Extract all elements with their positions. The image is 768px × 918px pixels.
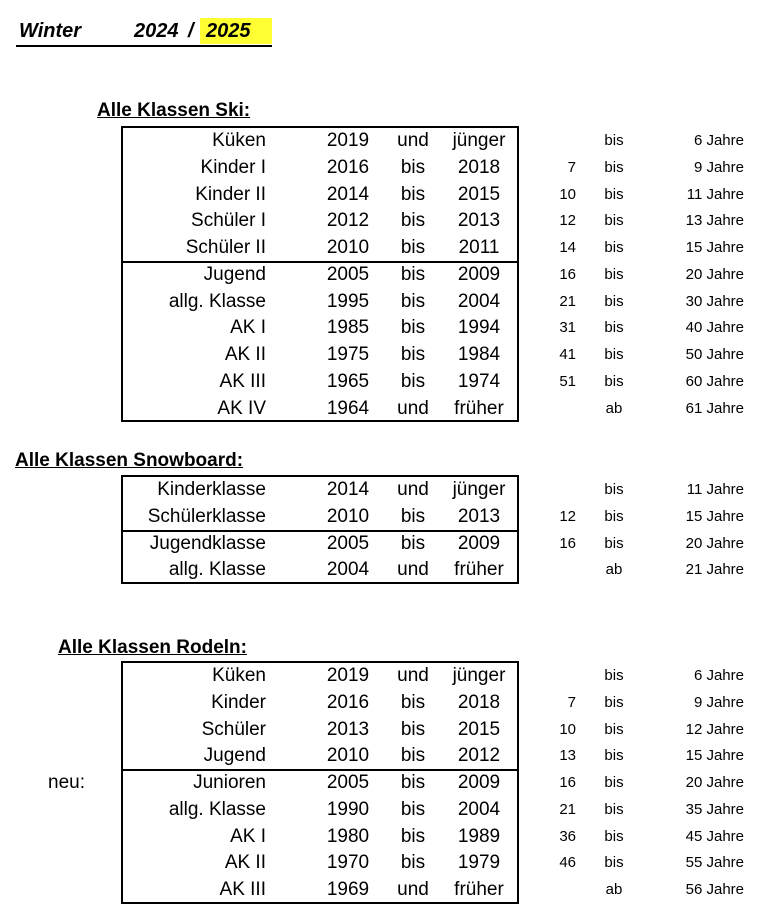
range-word: bis bbox=[400, 183, 426, 205]
class-name: Kinder bbox=[211, 691, 266, 713]
age-to: 6 Jahre bbox=[693, 667, 744, 684]
birth-year-from: 2014 bbox=[326, 183, 370, 205]
age-to: 12 Jahre bbox=[685, 720, 744, 738]
birth-year-from: 1969 bbox=[326, 879, 370, 900]
table-row bbox=[0, 530, 768, 557]
table-row bbox=[0, 769, 768, 796]
table-row bbox=[0, 127, 768, 154]
age-relation: bis bbox=[604, 774, 624, 791]
birth-year-to: 2015 bbox=[457, 718, 501, 740]
birth-year-to: 2011 bbox=[458, 237, 500, 258]
age-to: 9 Jahre bbox=[693, 693, 744, 711]
section-title-ski: Alle Klassen Ski: bbox=[97, 100, 251, 121]
birth-year-to: 2012 bbox=[457, 745, 501, 767]
class-name: Kinder I bbox=[200, 156, 266, 178]
birth-year-from: 1975 bbox=[326, 344, 370, 365]
season-header bbox=[16, 18, 272, 46]
age-relation: bis bbox=[604, 507, 624, 525]
range-word: und bbox=[397, 397, 429, 419]
birth-year-from: 2012 bbox=[326, 210, 370, 232]
age-to: 56 Jahre bbox=[685, 881, 744, 898]
birth-year-to: 2009 bbox=[457, 532, 501, 554]
age-from: 41 bbox=[559, 346, 576, 363]
age-relation: ab bbox=[605, 561, 623, 579]
range-word: und bbox=[397, 665, 429, 686]
age-to: 20 Jahre bbox=[685, 774, 744, 791]
class-name: allg. Klasse bbox=[168, 290, 266, 312]
table-row bbox=[0, 662, 768, 689]
class-name: allg. Klasse bbox=[168, 559, 266, 581]
table-row bbox=[0, 849, 768, 876]
birth-year-from: 1995 bbox=[326, 290, 370, 312]
age-from: 10 bbox=[559, 185, 576, 203]
table-row bbox=[0, 181, 768, 208]
age-from: 13 bbox=[559, 747, 576, 765]
new-class-note: neu: bbox=[48, 772, 85, 793]
table-row bbox=[0, 742, 768, 769]
range-word: bis bbox=[400, 263, 426, 285]
age-relation: bis bbox=[604, 720, 624, 738]
age-relation: bis bbox=[604, 800, 624, 818]
birth-year-from: 2019 bbox=[326, 130, 370, 151]
range-word: bis bbox=[400, 317, 426, 339]
age-from: 46 bbox=[559, 854, 576, 872]
range-word: und bbox=[397, 559, 429, 581]
header-underline bbox=[16, 45, 272, 47]
birth-year-from: 2010 bbox=[326, 745, 370, 767]
age-to: 15 Jahre bbox=[685, 747, 744, 765]
birth-year-from: 1964 bbox=[326, 397, 370, 419]
age-relation: bis bbox=[604, 693, 624, 711]
birth-year-to: 2004 bbox=[457, 798, 501, 820]
class-name: AK II bbox=[224, 344, 266, 365]
range-word: bis bbox=[400, 772, 426, 793]
age-from: 14 bbox=[559, 239, 576, 256]
birth-year-to: 1974 bbox=[457, 370, 501, 392]
birth-year-to: früher bbox=[454, 397, 504, 419]
birth-year-from: 1990 bbox=[326, 798, 370, 820]
range-word: bis bbox=[400, 532, 426, 554]
age-relation: bis bbox=[604, 667, 624, 684]
class-name: Kinderklasse bbox=[157, 479, 266, 500]
birth-year-from: 1980 bbox=[326, 825, 370, 847]
age-from: 21 bbox=[559, 292, 576, 310]
age-relation: bis bbox=[604, 239, 624, 256]
class-name: Jugend bbox=[203, 745, 266, 767]
age-relation: bis bbox=[604, 319, 624, 337]
age-relation: bis bbox=[604, 158, 624, 176]
table-row bbox=[0, 368, 768, 395]
age-from: 51 bbox=[559, 372, 576, 390]
range-word: bis bbox=[400, 798, 426, 820]
age-from: 12 bbox=[559, 212, 576, 230]
table-row bbox=[0, 503, 768, 530]
table-row bbox=[0, 288, 768, 315]
age-to: 40 Jahre bbox=[685, 319, 744, 337]
range-word: bis bbox=[400, 825, 426, 847]
table-row bbox=[0, 154, 768, 181]
birth-year-to: 2015 bbox=[457, 183, 501, 205]
range-word: und bbox=[397, 879, 429, 900]
age-relation: bis bbox=[604, 346, 624, 363]
birth-year-from: 2016 bbox=[326, 156, 370, 178]
age-relation: bis bbox=[604, 534, 624, 552]
class-name: AK III bbox=[219, 370, 266, 392]
class-name: AK III bbox=[219, 879, 266, 900]
birth-year-from: 2019 bbox=[326, 665, 370, 686]
table-row bbox=[0, 796, 768, 823]
birth-year-to: 1979 bbox=[457, 852, 501, 874]
table-row bbox=[0, 341, 768, 368]
range-word: bis bbox=[400, 691, 426, 713]
class-name: AK I bbox=[230, 825, 266, 847]
age-to: 11 Jahre bbox=[686, 481, 744, 498]
age-to: 9 Jahre bbox=[693, 158, 744, 176]
birth-year-to: jünger bbox=[452, 665, 506, 686]
season-label: Winter bbox=[19, 20, 82, 42]
birth-year-from: 1985 bbox=[326, 317, 370, 339]
birth-year-to: 2018 bbox=[457, 691, 501, 713]
class-name: Schülerklasse bbox=[147, 505, 266, 527]
age-to: 55 Jahre bbox=[685, 854, 744, 872]
birth-year-to: 2009 bbox=[457, 263, 501, 285]
birth-year-from: 2014 bbox=[326, 479, 370, 500]
birth-year-to: 2004 bbox=[457, 290, 501, 312]
age-to: 11 Jahre bbox=[686, 185, 744, 203]
birth-year-to: jünger bbox=[452, 479, 506, 500]
birth-year-from: 2010 bbox=[326, 237, 370, 258]
age-relation: bis bbox=[604, 185, 624, 203]
age-from: 7 bbox=[567, 693, 576, 711]
range-word: bis bbox=[400, 344, 426, 365]
age-relation: ab bbox=[605, 399, 623, 417]
birth-year-to: früher bbox=[454, 559, 504, 581]
age-from: 36 bbox=[559, 827, 576, 845]
age-relation: bis bbox=[604, 481, 624, 498]
range-word: und bbox=[397, 479, 429, 500]
age-from: 16 bbox=[559, 265, 576, 283]
birth-year-from: 2004 bbox=[326, 559, 370, 581]
table-row bbox=[0, 476, 768, 503]
age-relation: bis bbox=[604, 265, 624, 283]
birth-year-to: 1984 bbox=[457, 344, 501, 365]
birth-year-to: früher bbox=[454, 879, 504, 900]
birth-year-to: 2009 bbox=[457, 772, 501, 793]
range-word: bis bbox=[400, 370, 426, 392]
age-to: 20 Jahre bbox=[685, 265, 744, 283]
range-word: bis bbox=[400, 237, 426, 258]
age-to: 6 Jahre bbox=[693, 132, 744, 149]
age-to: 15 Jahre bbox=[685, 507, 744, 525]
range-word: und bbox=[397, 130, 429, 151]
table-row bbox=[0, 716, 768, 743]
birth-year-to: 1989 bbox=[457, 825, 501, 847]
range-word: bis bbox=[400, 718, 426, 740]
birth-year-to: jünger bbox=[452, 130, 506, 151]
birth-year-from: 1970 bbox=[326, 852, 370, 874]
table-row bbox=[0, 207, 768, 234]
age-to: 45 Jahre bbox=[685, 827, 744, 845]
class-name: AK II bbox=[224, 852, 266, 874]
range-word: bis bbox=[400, 852, 426, 874]
age-to: 15 Jahre bbox=[685, 239, 744, 256]
class-name: Schüler bbox=[201, 718, 266, 740]
age-relation: bis bbox=[604, 132, 624, 149]
range-word: bis bbox=[400, 505, 426, 527]
table-row bbox=[0, 823, 768, 850]
age-to: 21 Jahre bbox=[685, 561, 744, 579]
section-title-snowboard: Alle Klassen Snowboard: bbox=[15, 450, 244, 471]
season-slash: / bbox=[188, 20, 194, 42]
age-from: 16 bbox=[559, 534, 576, 552]
class-name: Küken bbox=[212, 665, 266, 686]
birth-year-from: 2013 bbox=[326, 718, 370, 740]
class-name: AK I bbox=[230, 317, 266, 339]
age-to: 60 Jahre bbox=[685, 372, 744, 390]
age-to: 30 Jahre bbox=[685, 292, 744, 310]
age-relation: bis bbox=[604, 827, 624, 845]
season-year-end-highlighted: 2025 bbox=[200, 18, 272, 44]
class-name: Jugendklasse bbox=[149, 532, 266, 554]
birth-year-to: 2018 bbox=[457, 156, 501, 178]
age-from: 21 bbox=[559, 800, 576, 818]
table-row bbox=[0, 261, 768, 288]
range-word: bis bbox=[400, 745, 426, 767]
class-name: Küken bbox=[212, 130, 266, 151]
range-word: bis bbox=[400, 290, 426, 312]
class-name: Kinder II bbox=[195, 183, 266, 205]
birth-year-to: 1994 bbox=[457, 317, 501, 339]
age-from: 7 bbox=[567, 158, 576, 176]
table-row bbox=[0, 876, 768, 903]
age-to: 50 Jahre bbox=[685, 346, 744, 363]
class-name: AK IV bbox=[217, 397, 266, 419]
table-row bbox=[0, 234, 768, 261]
age-from: 16 bbox=[559, 774, 576, 791]
age-to: 35 Jahre bbox=[685, 800, 744, 818]
birth-year-from: 2005 bbox=[326, 772, 370, 793]
range-word: bis bbox=[400, 156, 426, 178]
age-relation: bis bbox=[604, 212, 624, 230]
age-relation: bis bbox=[604, 854, 624, 872]
age-relation: bis bbox=[604, 292, 624, 310]
section-title-rodeln: Alle Klassen Rodeln: bbox=[58, 637, 247, 658]
class-name: allg. Klasse bbox=[168, 798, 266, 820]
table-row bbox=[0, 556, 768, 583]
age-from: 31 bbox=[559, 319, 576, 337]
birth-year-from: 2016 bbox=[326, 691, 370, 713]
table-row bbox=[0, 314, 768, 341]
birth-year-from: 2005 bbox=[326, 263, 370, 285]
birth-year-from: 1965 bbox=[326, 370, 370, 392]
birth-year-to: 2013 bbox=[457, 210, 501, 232]
age-from: 12 bbox=[559, 507, 576, 525]
birth-year-from: 2010 bbox=[326, 505, 370, 527]
range-word: bis bbox=[400, 210, 426, 232]
table-row bbox=[0, 689, 768, 716]
age-to: 20 Jahre bbox=[685, 534, 744, 552]
birth-year-from: 2005 bbox=[326, 532, 370, 554]
age-relation: bis bbox=[604, 372, 624, 390]
class-name: Schüler I bbox=[191, 210, 266, 232]
age-to: 61 Jahre bbox=[685, 399, 744, 417]
age-from: 10 bbox=[559, 720, 576, 738]
class-name: Schüler II bbox=[185, 237, 266, 258]
age-to: 13 Jahre bbox=[685, 212, 744, 230]
birth-year-to: 2013 bbox=[457, 505, 501, 527]
table-row bbox=[0, 395, 768, 422]
age-relation: ab bbox=[605, 881, 623, 898]
class-name: Junioren bbox=[193, 772, 266, 793]
age-relation: bis bbox=[604, 747, 624, 765]
season-year-start: 2024 bbox=[134, 20, 179, 42]
class-name: Jugend bbox=[203, 263, 266, 285]
